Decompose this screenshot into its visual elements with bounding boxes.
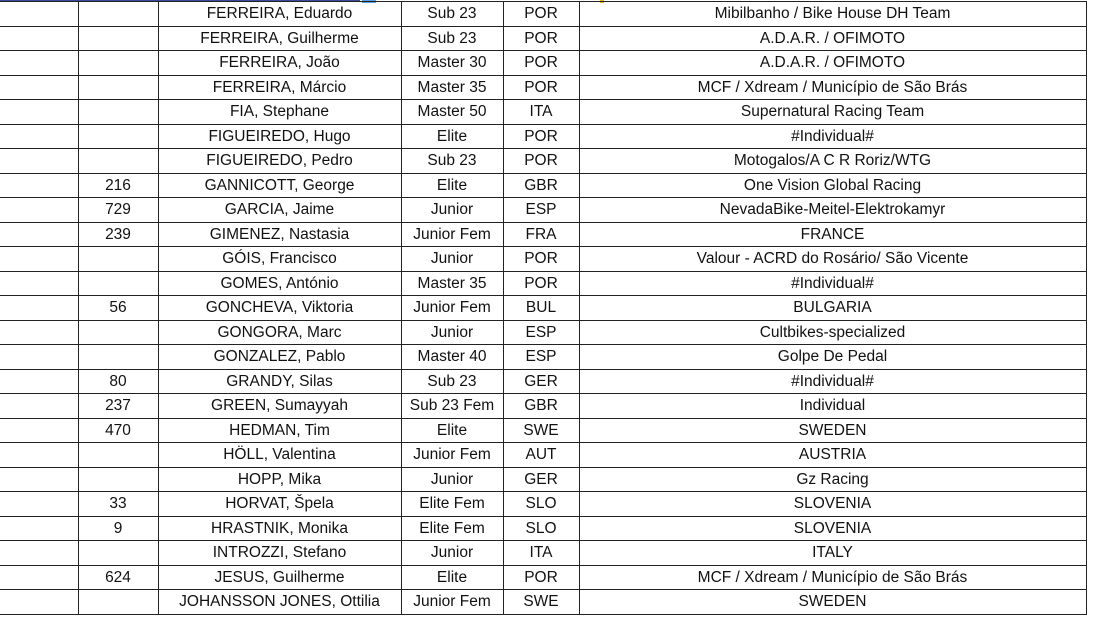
- team-cell: FRANCE: [579, 222, 1086, 247]
- category-cell: Elite: [401, 173, 503, 198]
- empty-cell: [0, 516, 78, 541]
- table-row: [0, 369, 1086, 394]
- rider-name-cell: FIA, Stephane: [158, 100, 401, 125]
- table-row: [0, 173, 1086, 198]
- category-cell: Master 40: [401, 345, 503, 370]
- table-row: [0, 492, 1086, 517]
- rider-name-cell: GIMENEZ, Nastasia: [158, 222, 401, 247]
- empty-cell: [0, 443, 78, 468]
- category-cell: Sub 23 Fem: [401, 394, 503, 419]
- empty-cell: [0, 320, 78, 345]
- team-cell: Cultbikes-specialized: [579, 320, 1086, 345]
- bib-number-cell: 729: [78, 198, 158, 223]
- category-cell: Junior Fem: [401, 222, 503, 247]
- category-cell: Junior: [401, 541, 503, 566]
- team-cell: Gz Racing: [579, 467, 1086, 492]
- rider-name-cell: INTROZZI, Stefano: [158, 541, 401, 566]
- bib-number-cell: 56: [78, 296, 158, 321]
- table-row: [0, 51, 1086, 76]
- category-cell: Junior: [401, 198, 503, 223]
- rider-name-cell: JESUS, Guilherme: [158, 565, 401, 590]
- nation-cell: SLO: [503, 516, 579, 541]
- bib-number-cell: [78, 247, 158, 272]
- nation-cell: GER: [503, 369, 579, 394]
- rider-name-cell: GREEN, Sumayyah: [158, 394, 401, 419]
- nation-cell: ITA: [503, 100, 579, 125]
- empty-cell: [0, 369, 78, 394]
- team-cell: AUSTRIA: [579, 443, 1086, 468]
- team-cell: NevadaBike-Meitel-Elektrokamyr: [579, 198, 1086, 223]
- team-cell: Supernatural Racing Team: [579, 100, 1086, 125]
- bib-number-cell: 470: [78, 418, 158, 443]
- nation-cell: POR: [503, 124, 579, 149]
- table-row: [0, 124, 1086, 149]
- team-cell: Golpe De Pedal: [579, 345, 1086, 370]
- table-row: [0, 443, 1086, 468]
- team-cell: Valour - ACRD do Rosário/ São Vicente: [579, 247, 1086, 272]
- empty-cell: [0, 2, 78, 27]
- category-cell: Junior: [401, 247, 503, 272]
- rider-name-cell: GÓIS, Francisco: [158, 247, 401, 272]
- bib-number-cell: [78, 590, 158, 615]
- table-row: [0, 247, 1086, 272]
- rider-name-cell: FERREIRA, Márcio: [158, 75, 401, 100]
- category-cell: Junior: [401, 320, 503, 345]
- nation-cell: AUT: [503, 443, 579, 468]
- bib-number-cell: 80: [78, 369, 158, 394]
- table-row: [0, 271, 1086, 296]
- empty-cell: [0, 590, 78, 615]
- team-cell: #Individual#: [579, 271, 1086, 296]
- team-cell: Motogalos/A C R Roriz/WTG: [579, 149, 1086, 174]
- category-cell: Master 35: [401, 271, 503, 296]
- nation-cell: POR: [503, 271, 579, 296]
- table-row: [0, 345, 1086, 370]
- category-cell: Sub 23: [401, 2, 503, 27]
- nation-cell: ESP: [503, 345, 579, 370]
- nation-cell: POR: [503, 75, 579, 100]
- nation-cell: POR: [503, 2, 579, 27]
- rider-name-cell: GRANDY, Silas: [158, 369, 401, 394]
- table-row: [0, 100, 1086, 125]
- bib-number-cell: 239: [78, 222, 158, 247]
- bib-number-cell: 216: [78, 173, 158, 198]
- empty-cell: [0, 296, 78, 321]
- bib-number-cell: [78, 467, 158, 492]
- category-cell: Junior: [401, 467, 503, 492]
- category-cell: Junior Fem: [401, 296, 503, 321]
- team-cell: A.D.A.R. / OFIMOTO: [579, 26, 1086, 51]
- team-cell: Individual: [579, 394, 1086, 419]
- team-cell: A.D.A.R. / OFIMOTO: [579, 51, 1086, 76]
- table-row: [0, 541, 1086, 566]
- rider-name-cell: GANNICOTT, George: [158, 173, 401, 198]
- category-cell: Elite: [401, 418, 503, 443]
- empty-cell: [0, 26, 78, 51]
- table-row: [0, 26, 1086, 51]
- bib-number-cell: [78, 443, 158, 468]
- empty-cell: [0, 222, 78, 247]
- rider-name-cell: FIGUEIREDO, Hugo: [158, 124, 401, 149]
- nation-cell: BUL: [503, 296, 579, 321]
- table-row: [0, 75, 1086, 100]
- bib-number-cell: [78, 320, 158, 345]
- table-row: [0, 198, 1086, 223]
- rider-name-cell: JOHANSSON JONES, Ottilia: [158, 590, 401, 615]
- nation-cell: FRA: [503, 222, 579, 247]
- nation-cell: POR: [503, 565, 579, 590]
- team-cell: #Individual#: [579, 369, 1086, 394]
- category-cell: Elite Fem: [401, 516, 503, 541]
- empty-cell: [0, 75, 78, 100]
- nation-cell: SWE: [503, 418, 579, 443]
- empty-cell: [0, 173, 78, 198]
- rider-name-cell: GOMES, António: [158, 271, 401, 296]
- rider-name-cell: GARCIA, Jaime: [158, 198, 401, 223]
- category-cell: Sub 23: [401, 149, 503, 174]
- table-row: [0, 516, 1086, 541]
- empty-cell: [0, 541, 78, 566]
- rider-name-cell: FERREIRA, Eduardo: [158, 2, 401, 27]
- category-cell: Master 35: [401, 75, 503, 100]
- category-cell: Junior Fem: [401, 590, 503, 615]
- table-row: [0, 320, 1086, 345]
- empty-cell: [0, 247, 78, 272]
- bib-number-cell: [78, 149, 158, 174]
- nation-cell: POR: [503, 247, 579, 272]
- empty-cell: [0, 51, 78, 76]
- nation-cell: ESP: [503, 320, 579, 345]
- empty-cell: [0, 467, 78, 492]
- nation-cell: SWE: [503, 590, 579, 615]
- category-cell: Master 30: [401, 51, 503, 76]
- rider-list-table: [0, 1, 1087, 615]
- category-cell: Master 50: [401, 100, 503, 125]
- nation-cell: ITA: [503, 541, 579, 566]
- bib-number-cell: [78, 51, 158, 76]
- bib-number-cell: [78, 2, 158, 27]
- category-cell: Elite: [401, 124, 503, 149]
- category-cell: Elite Fem: [401, 492, 503, 517]
- rider-name-cell: HÖLL, Valentina: [158, 443, 401, 468]
- bib-number-cell: 9: [78, 516, 158, 541]
- empty-cell: [0, 124, 78, 149]
- team-cell: BULGARIA: [579, 296, 1086, 321]
- category-cell: Elite: [401, 565, 503, 590]
- nation-cell: GBR: [503, 394, 579, 419]
- bib-number-cell: [78, 26, 158, 51]
- nation-cell: GER: [503, 467, 579, 492]
- team-cell: MCF / Xdream / Município de São Brás: [579, 75, 1086, 100]
- bib-number-cell: [78, 75, 158, 100]
- bib-number-cell: 33: [78, 492, 158, 517]
- table-row: [0, 149, 1086, 174]
- rider-name-cell: GONGORA, Marc: [158, 320, 401, 345]
- rider-name-cell: HOPP, Mika: [158, 467, 401, 492]
- nation-cell: GBR: [503, 173, 579, 198]
- rider-list-body: [0, 2, 1086, 615]
- rider-name-cell: FIGUEIREDO, Pedro: [158, 149, 401, 174]
- empty-cell: [0, 565, 78, 590]
- bib-number-cell: [78, 271, 158, 296]
- team-cell: #Individual#: [579, 124, 1086, 149]
- category-cell: Sub 23: [401, 26, 503, 51]
- empty-cell: [0, 198, 78, 223]
- rider-name-cell: HORVAT, Špela: [158, 492, 401, 517]
- rider-name-cell: FERREIRA, Guilherme: [158, 26, 401, 51]
- rider-name-cell: HEDMAN, Tim: [158, 418, 401, 443]
- team-cell: ITALY: [579, 541, 1086, 566]
- team-cell: SWEDEN: [579, 418, 1086, 443]
- empty-cell: [0, 492, 78, 517]
- rider-name-cell: HRASTNIK, Monika: [158, 516, 401, 541]
- table-row: [0, 394, 1086, 419]
- nation-cell: SLO: [503, 492, 579, 517]
- team-cell: MCF / Xdream / Município de São Brás: [579, 565, 1086, 590]
- bib-number-cell: 237: [78, 394, 158, 419]
- rider-name-cell: GONCHEVA, Viktoria: [158, 296, 401, 321]
- rider-name-cell: FERREIRA, João: [158, 51, 401, 76]
- table-row: [0, 565, 1086, 590]
- nation-cell: POR: [503, 149, 579, 174]
- bib-number-cell: [78, 100, 158, 125]
- table-row: [0, 467, 1086, 492]
- empty-cell: [0, 271, 78, 296]
- bib-number-cell: [78, 124, 158, 149]
- table-row: [0, 2, 1086, 27]
- team-cell: SLOVENIA: [579, 492, 1086, 517]
- team-cell: SLOVENIA: [579, 516, 1086, 541]
- bib-number-cell: [78, 541, 158, 566]
- empty-cell: [0, 100, 78, 125]
- empty-cell: [0, 345, 78, 370]
- nation-cell: POR: [503, 51, 579, 76]
- team-cell: Mibilbanho / Bike House DH Team: [579, 2, 1086, 27]
- table-row: [0, 222, 1086, 247]
- team-cell: One Vision Global Racing: [579, 173, 1086, 198]
- rider-name-cell: GONZALEZ, Pablo: [158, 345, 401, 370]
- table-row: [0, 590, 1086, 615]
- bib-number-cell: 624: [78, 565, 158, 590]
- table-row: [0, 418, 1086, 443]
- bib-number-cell: [78, 345, 158, 370]
- team-cell: SWEDEN: [579, 590, 1086, 615]
- empty-cell: [0, 149, 78, 174]
- nation-cell: ESP: [503, 198, 579, 223]
- nation-cell: POR: [503, 26, 579, 51]
- empty-cell: [0, 418, 78, 443]
- table-row: [0, 296, 1086, 321]
- category-cell: Sub 23: [401, 369, 503, 394]
- empty-cell: [0, 394, 78, 419]
- category-cell: Junior Fem: [401, 443, 503, 468]
